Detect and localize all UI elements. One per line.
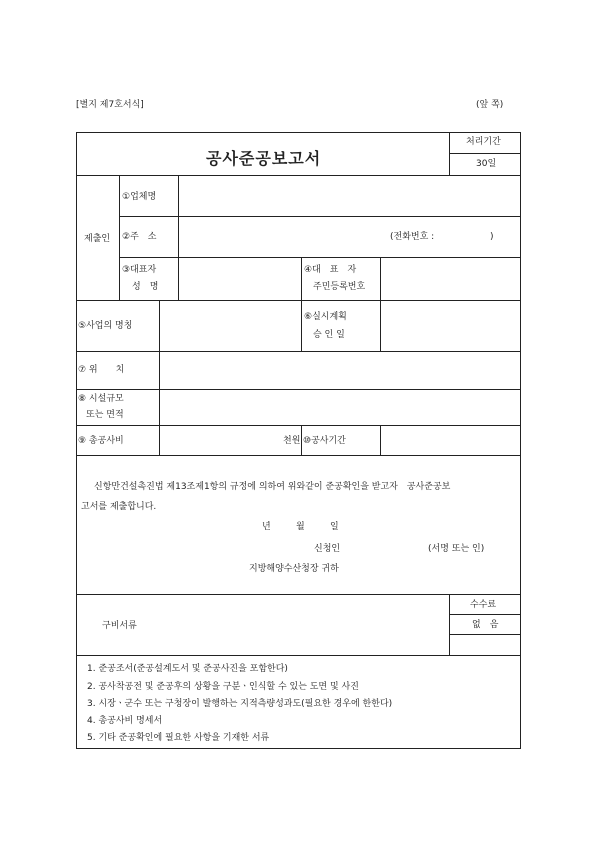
row-divider (76, 425, 521, 426)
date-day: 일 (330, 522, 339, 532)
company-name-label: ①업체명 (122, 192, 157, 202)
row-divider (76, 300, 521, 301)
fee-divider (449, 594, 450, 655)
scale-label-2: 또는 면적 (86, 410, 124, 420)
project-name-label: ⑤사업의 명칭 (78, 321, 133, 331)
fee-value: 없 음 (472, 620, 499, 630)
documents-label: 구비서류 (102, 621, 137, 631)
period-divider (380, 425, 381, 455)
applicant-group-label: 제출인 (84, 234, 111, 244)
fee-row-divider (449, 614, 521, 615)
row-divider (76, 389, 521, 390)
fee-label: 수수료 (470, 600, 497, 610)
row-divider (76, 175, 521, 176)
processing-value: 30일 (476, 159, 497, 169)
rep-id-label-2: 주민등록번호 (313, 282, 366, 292)
approval-date-label-2: 승 인 일 (313, 330, 345, 340)
row-divider (76, 594, 521, 595)
mid-divider (301, 257, 302, 351)
date-year: 년 (262, 522, 271, 532)
rep-id-label-1: ④대 표 자 (304, 265, 357, 275)
location-label: ⑦ 위 치 (78, 365, 125, 375)
total-cost-label: ⑨ 총공사비 (78, 436, 124, 446)
row-divider (119, 257, 521, 258)
signature-label: (서명 또는 인) (428, 544, 485, 554)
address-label: ②주 소 (122, 232, 157, 242)
applicant-group-divider (119, 175, 120, 300)
fee-row-divider (449, 634, 521, 635)
row-divider (119, 216, 521, 217)
row-divider (76, 455, 521, 456)
recipient: 지방해양수산청장 귀하 (249, 564, 339, 574)
page-side-label: (앞 쪽) (476, 100, 504, 110)
scale-label-1: ⑧ 시설규모 (78, 394, 124, 404)
processing-label: 처리기간 (466, 137, 501, 147)
date-month: 월 (296, 522, 305, 532)
document-item: 4. 총공사비 명세서 (87, 716, 163, 726)
statement-line-2: 고서를 제출합니다. (81, 502, 157, 512)
row-divider (76, 655, 521, 656)
applicant-label-divider (178, 175, 179, 300)
phone-close: ) (490, 232, 494, 242)
phone-label: (전화번호 : (390, 232, 435, 242)
cost-divider (301, 425, 302, 455)
approval-date-label-1: ⑥실시계획 (304, 312, 347, 322)
applicant-sign-label: 신청인 (314, 544, 341, 554)
project-label-divider (159, 300, 160, 455)
rep-name-label-1: ③대표자 (122, 265, 157, 275)
row-divider (76, 351, 521, 352)
total-cost-unit: 천원 (283, 436, 301, 446)
document-item: 1. 준공조서(준공설계도서 및 준공사진을 포함한다) (87, 664, 288, 674)
mid-divider-right (380, 257, 381, 351)
statement-line-1: 신항만건설촉진법 제13조제1항의 규정에 의하여 위와같이 준공확인을 받고자 공사준공보 (94, 482, 451, 492)
rep-name-label-2: 성 명 (132, 282, 159, 292)
period-label: ⑩공사기간 (303, 436, 346, 446)
document-item: 2. 공사착공전 및 준공후의 상황을 구분ㆍ인식할 수 있는 도면 및 사진 (87, 682, 359, 692)
form-title: 공사준공보고서 (206, 149, 322, 168)
processing-divider (449, 153, 521, 154)
document-item: 5. 기타 준공확인에 필요한 사항을 기재한 서류 (87, 733, 270, 743)
document-item: 3. 시장ㆍ군수 또는 구청장이 발행하는 지적측량성과도(필요한 경우에 한한다) (87, 699, 393, 709)
form-number: [별지 제7호서식] (76, 100, 144, 110)
